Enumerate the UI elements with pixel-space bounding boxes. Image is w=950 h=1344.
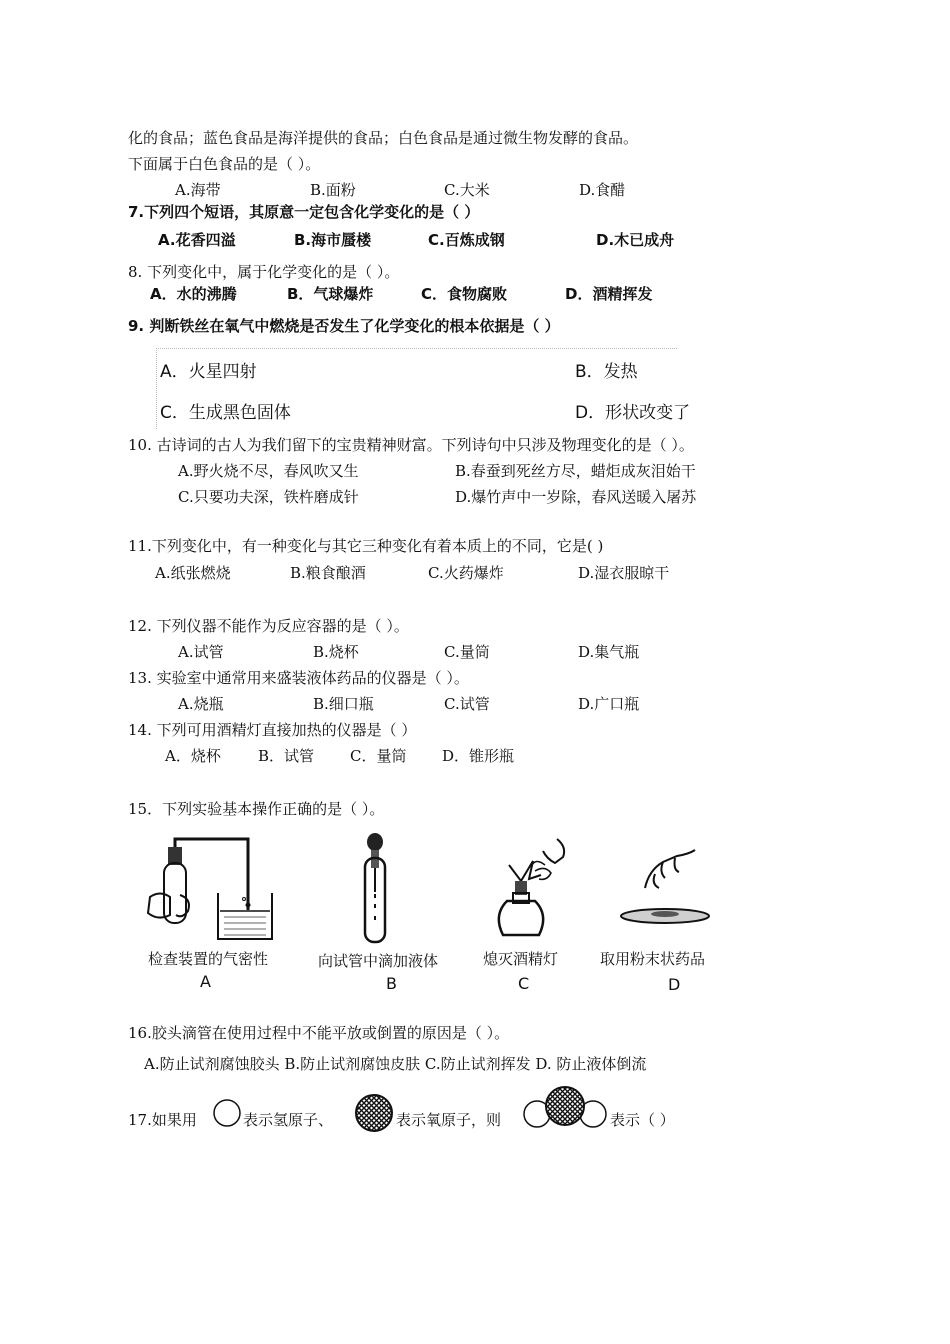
intro-option-d: D.食醋 xyxy=(579,181,626,199)
q7-option-d: D.木已成舟 xyxy=(596,231,675,249)
q7-option-c: C.百炼成钢 xyxy=(428,231,505,249)
figure-d-powder xyxy=(615,848,715,928)
q7-option-b: B.海市蜃楼 xyxy=(294,231,372,249)
q13-stem: 13. 实验室中通常用来盛装液体药品的仪器是（ ）。 xyxy=(128,669,469,687)
q14-option-b: B．试管 xyxy=(258,747,315,765)
q12-option-a: A.试管 xyxy=(178,643,224,661)
q11-option-d: D.湿衣服晾干 xyxy=(578,564,670,582)
q11-option-a: A.纸张燃烧 xyxy=(155,564,231,582)
q12-option-c: C.量筒 xyxy=(444,643,490,661)
figure-d-letter: D xyxy=(668,975,681,994)
q14-option-c: C．量筒 xyxy=(350,747,407,765)
q16-options: A.防止试剂腐蚀胶头 B.防止试剂腐蚀皮肤 C.防止试剂挥发 D. 防止液体倒流 xyxy=(144,1055,647,1073)
q10-option-c: C.只要功夫深，铁杵磨成针 xyxy=(178,488,359,506)
q10-option-a: A.野火烧不尽，春风吹又生 xyxy=(178,462,359,480)
q13-option-c: C.试管 xyxy=(444,695,490,713)
q10-option-b: B.春蚕到死丝方尽，蜡炬成灰泪始干 xyxy=(455,462,696,480)
q11-stem: 11.下列变化中，有一种变化与其它三种变化有着本质上的不同，它是( ) xyxy=(128,537,604,555)
intro-option-a: A.海带 xyxy=(175,181,221,199)
q7-option-a: A.花香四溢 xyxy=(158,231,236,249)
q14-option-a: A．烧杯 xyxy=(165,747,221,765)
q12-option-b: B.烧杯 xyxy=(313,643,359,661)
q17-part-4: 表示（ ） xyxy=(610,1111,675,1129)
figure-b-caption: 向试管中滴加液体 xyxy=(318,952,439,970)
q11-option-b: B.粮食酿酒 xyxy=(290,564,366,582)
intro-option-b: B.面粉 xyxy=(310,181,356,199)
figure-b-letter: B xyxy=(386,974,397,993)
q8-option-d: D．酒精挥发 xyxy=(565,285,653,303)
q16-stem: 16.胶头滴管在使用过程中不能平放或倒置的原因是（ ）。 xyxy=(128,1024,510,1042)
q12-stem: 12. 下列仪器不能作为反应容器的是（ ）。 xyxy=(128,617,409,635)
q13-option-b: B.细口瓶 xyxy=(313,695,374,713)
q17-part-3: 表示氧原子，则 xyxy=(396,1111,502,1129)
figure-c-caption: 熄灭酒精灯 xyxy=(483,950,559,968)
intro-option-c: C.大米 xyxy=(444,181,490,199)
water-molecule-icon xyxy=(520,1084,610,1130)
q8-option-a: A．水的沸腾 xyxy=(150,285,237,303)
q7-stem: 7.下列四个短语，其原意一定包含化学变化的是（ ） xyxy=(128,203,480,221)
intro-line-2: 下面属于白色食品的是（ ）。 xyxy=(128,155,321,173)
q10-option-d: D.爆竹声中一岁除，春风送暖入屠苏 xyxy=(455,488,697,506)
q13-option-d: D.广口瓶 xyxy=(578,695,640,713)
q8-option-c: C．食物腐败 xyxy=(421,285,508,303)
q9-option-c: C．生成黑色固体 xyxy=(160,403,291,423)
q8-stem: 8. 下列变化中，属于化学变化的是（ ）。 xyxy=(128,263,400,281)
figure-d-caption: 取用粉末状药品 xyxy=(600,950,706,968)
q14-stem: 14. 下列可用酒精灯直接加热的仪器是（ ） xyxy=(128,721,417,739)
q9-option-b: B．发热 xyxy=(575,362,638,382)
figure-c-letter: C xyxy=(518,974,530,993)
q13-option-a: A.烧瓶 xyxy=(178,695,224,713)
q9-stem: 9. 判断铁丝在氧气中燃烧是否发生了化学变化的根本依据是（ ） xyxy=(128,317,560,335)
q11-option-c: C.火药爆炸 xyxy=(428,564,504,582)
figure-c-alcohol-lamp xyxy=(485,835,585,945)
hydrogen-atom-icon xyxy=(212,1098,242,1128)
q9-option-d: D．形状改变了 xyxy=(575,403,691,423)
intro-line-1: 化的食品；蓝色食品是海洋提供的食品；白色食品是通过微生物发酵的食品。 xyxy=(128,129,639,147)
figure-b-dropper xyxy=(345,832,405,947)
q14-option-d: D．锥形瓶 xyxy=(442,747,515,765)
figure-a-airtightness xyxy=(140,835,280,945)
figure-a-caption: 检查装置的气密性 xyxy=(148,950,269,968)
q15-stem: 15．下列实验基本操作正确的是（ ）。 xyxy=(128,800,385,818)
figure-a-letter: A xyxy=(200,972,211,991)
q9-option-a: A．火星四射 xyxy=(160,362,257,382)
oxygen-atom-icon xyxy=(354,1093,394,1133)
q17-part-1: 17.如果用 xyxy=(128,1111,197,1129)
q17-part-2: 表示氢原子、 xyxy=(243,1111,334,1129)
q12-option-d: D.集气瓶 xyxy=(578,643,640,661)
q10-stem: 10. 古诗词的古人为我们留下的宝贵精神财富。下列诗句中只涉及物理变化的是（ ）。 xyxy=(128,436,694,454)
q8-option-b: B．气球爆炸 xyxy=(287,285,374,303)
